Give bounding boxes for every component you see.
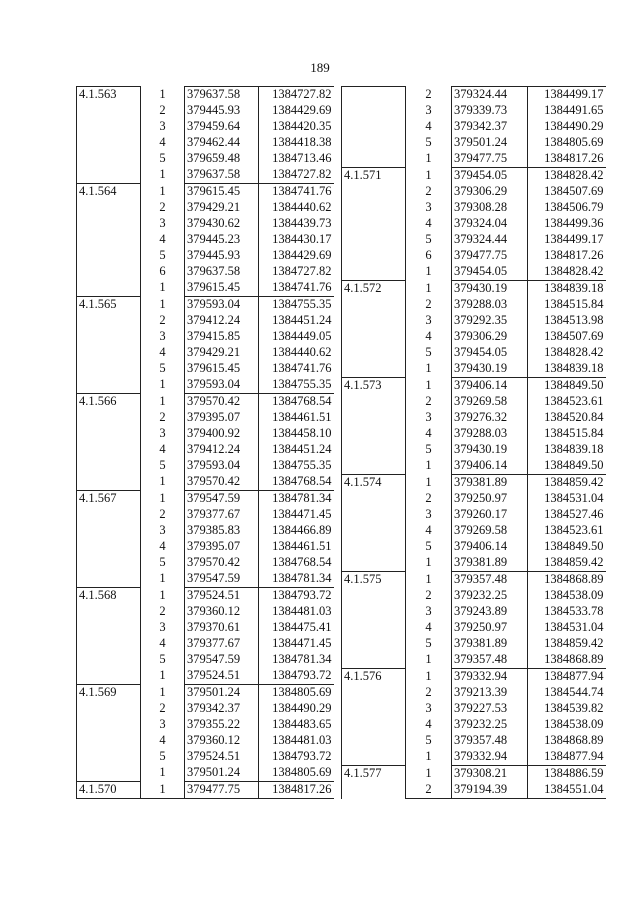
x-coordinate: 379462.44 (185, 135, 259, 151)
point-number: 4 (425, 523, 432, 537)
x-coordinate: 379381.89 (452, 475, 528, 492)
y-coordinate: 1384531.04 (544, 491, 604, 505)
x-coordinate: 379355.22 (185, 717, 259, 733)
y-coordinate: 1384544.74 (544, 685, 604, 699)
x-coordinate: 379429.21 (185, 345, 259, 361)
y-coordinate: 1384805.69 (259, 765, 334, 782)
point-number: 1 (425, 474, 432, 489)
point-number: 5 (425, 442, 432, 456)
point-number: 2 (159, 103, 166, 117)
point-number: 3 (425, 507, 432, 521)
x-coordinate: 379454.05 (452, 345, 528, 361)
point-number: 6 (425, 248, 432, 262)
x-coordinate: 379213.39 (452, 685, 528, 701)
point-number: 1 (159, 571, 166, 585)
y-coordinate: 1384877.94 (528, 749, 606, 766)
table-row (77, 87, 334, 104)
y-coordinate: 1384793.72 (259, 668, 334, 685)
y-coordinate: 1384727.82 (272, 264, 332, 278)
x-coordinate: 379593.04 (185, 458, 259, 474)
point-number: 1 (159, 490, 166, 505)
table-row (342, 475, 606, 492)
y-coordinate: 1384768.54 (259, 474, 334, 491)
x-coordinate: 379332.94 (452, 749, 528, 766)
point-number: 4 (425, 329, 432, 343)
x-coordinate: 379227.53 (452, 701, 528, 717)
point-number: 5 (159, 555, 166, 569)
x-coordinate: 379288.03 (452, 426, 528, 442)
x-coordinate: 379615.45 (185, 361, 259, 377)
parcel-number: 4.1.573 (342, 378, 406, 475)
table-row (77, 588, 334, 605)
y-coordinate: 1384839.18 (544, 442, 604, 456)
table-row (77, 394, 334, 411)
point-number: 1 (159, 280, 166, 294)
y-coordinate: 1384828.42 (528, 168, 606, 185)
x-coordinate: 379412.24 (185, 313, 259, 329)
x-coordinate: 379269.58 (452, 523, 528, 539)
y-coordinate: 1384849.50 (528, 378, 606, 395)
point-number: 4 (159, 345, 166, 359)
parcel-number: 4.1.564 (77, 184, 141, 297)
x-coordinate: 379276.32 (452, 410, 528, 426)
table-row (342, 168, 606, 185)
point-number: 1 (425, 458, 432, 472)
y-coordinate: 1384507.69 (544, 184, 604, 198)
x-coordinate: 379406.14 (452, 458, 528, 475)
point-number: 4 (159, 232, 166, 246)
x-coordinate: 379194.39 (452, 782, 528, 799)
point-number: 5 (159, 361, 166, 375)
y-coordinate: 1384461.51 (272, 410, 332, 424)
point-number: 4 (425, 216, 432, 230)
y-coordinate: 1384499.17 (544, 232, 604, 246)
y-coordinate: 1384499.36 (544, 216, 604, 230)
x-coordinate: 379454.05 (452, 264, 528, 281)
point-number: 2 (159, 410, 166, 424)
y-coordinate: 1384513.98 (544, 313, 604, 327)
y-coordinate: 1384793.72 (272, 749, 332, 763)
point-number: 1 (425, 765, 432, 780)
x-coordinate: 379445.93 (185, 103, 259, 119)
y-coordinate: 1384741.76 (272, 361, 332, 375)
y-coordinate: 1384440.62 (272, 200, 332, 214)
x-coordinate: 379593.04 (185, 377, 259, 394)
parcel-number: 4.1.572 (342, 281, 406, 378)
table-row (77, 184, 334, 201)
y-coordinate: 1384420.35 (272, 119, 332, 133)
y-coordinate: 1384490.29 (272, 701, 332, 715)
point-number: 3 (425, 103, 432, 117)
y-coordinate: 1384805.69 (544, 135, 604, 149)
x-coordinate: 379395.07 (185, 410, 259, 426)
x-coordinate: 379342.37 (452, 119, 528, 135)
table-row (77, 491, 334, 508)
x-coordinate: 379445.93 (185, 248, 259, 264)
y-coordinate: 1384481.03 (272, 604, 332, 618)
point-number: 5 (425, 636, 432, 650)
table-row (77, 782, 334, 799)
y-coordinate: 1384868.89 (528, 652, 606, 669)
point-number: 6 (159, 264, 166, 278)
table-row (342, 378, 606, 395)
x-coordinate: 379360.12 (185, 604, 259, 620)
y-coordinate: 1384849.50 (544, 539, 604, 553)
y-coordinate: 1384475.41 (272, 620, 332, 634)
y-coordinate: 1384471.45 (272, 507, 332, 521)
point-number: 2 (159, 313, 166, 327)
y-coordinate: 1384491.65 (544, 103, 604, 117)
y-coordinate: 1384451.24 (272, 442, 332, 456)
point-number: 2 (425, 297, 432, 311)
coordinates-table-right (341, 86, 606, 799)
x-coordinate: 379415.85 (185, 329, 259, 345)
y-coordinate: 1384539.82 (544, 701, 604, 715)
point-number: 1 (159, 684, 166, 699)
y-coordinate: 1384859.42 (528, 555, 606, 572)
table-row (77, 297, 334, 314)
point-number: 2 (406, 782, 452, 799)
y-coordinate: 1384461.51 (272, 539, 332, 553)
point-number: 3 (159, 216, 166, 230)
point-number: 1 (425, 151, 432, 165)
point-number: 4 (159, 135, 166, 149)
y-coordinate: 1384515.84 (544, 297, 604, 311)
y-coordinate: 1384523.61 (544, 394, 604, 408)
x-coordinate: 379445.23 (185, 232, 259, 248)
point-number: 1 (159, 393, 166, 408)
x-coordinate: 379524.51 (185, 749, 259, 765)
parcel-number: 4.1.577 (342, 766, 406, 799)
y-coordinate: 1384418.38 (272, 135, 332, 149)
y-coordinate: 1384741.76 (259, 280, 334, 297)
x-coordinate: 379406.14 (452, 539, 528, 555)
x-coordinate: 379324.44 (452, 232, 528, 248)
parcel-number: 4.1.566 (77, 394, 141, 491)
point-number: 2 (425, 685, 432, 699)
point-number: 2 (425, 491, 432, 505)
y-coordinate: 1384849.50 (528, 458, 606, 475)
point-number: 3 (425, 410, 432, 424)
x-coordinate: 379637.58 (185, 167, 259, 184)
table-row (342, 669, 606, 686)
y-coordinate: 1384449.05 (272, 329, 332, 343)
point-number: 1 (159, 296, 166, 311)
x-coordinate: 379324.04 (452, 216, 528, 232)
x-coordinate: 379250.97 (452, 491, 528, 507)
x-coordinate: 379430.19 (452, 361, 528, 378)
x-coordinate: 379381.89 (452, 555, 528, 572)
y-coordinate: 1384768.54 (259, 394, 334, 411)
point-number: 5 (425, 345, 432, 359)
point-number: 5 (159, 458, 166, 472)
point-number: 1 (425, 264, 432, 278)
y-coordinate: 1384531.04 (544, 620, 604, 634)
x-coordinate: 379243.89 (452, 604, 528, 620)
y-coordinate: 1384839.18 (528, 281, 606, 298)
coordinates-table-left (76, 86, 334, 799)
parcel-number: 4.1.576 (342, 669, 406, 766)
x-coordinate: 379429.21 (185, 200, 259, 216)
point-number: 1 (141, 782, 185, 799)
x-coordinate: 379269.58 (452, 394, 528, 410)
y-coordinate: 1384538.09 (544, 717, 604, 731)
point-number: 1 (159, 474, 166, 488)
point-number: 1 (425, 555, 432, 569)
point-number: 2 (425, 86, 432, 101)
y-coordinate: 1384538.09 (544, 588, 604, 602)
point-number: 1 (159, 377, 166, 391)
point-number: 1 (425, 280, 432, 295)
y-coordinate: 1384471.45 (272, 636, 332, 650)
point-number: 3 (159, 329, 166, 343)
y-coordinate: 1384520.84 (544, 410, 604, 424)
y-coordinate: 1384490.29 (544, 119, 604, 133)
x-coordinate: 379385.83 (185, 523, 259, 539)
parcel-number: 4.1.565 (77, 297, 141, 394)
y-coordinate: 1384741.76 (259, 184, 334, 201)
x-coordinate: 379459.64 (185, 119, 259, 135)
point-number: 5 (159, 151, 166, 165)
x-coordinate: 379357.48 (452, 652, 528, 669)
x-coordinate: 379232.25 (452, 588, 528, 604)
x-coordinate: 379593.04 (185, 297, 259, 314)
y-coordinate: 1384768.54 (272, 555, 332, 569)
y-coordinate: 1384515.84 (544, 426, 604, 440)
x-coordinate: 379637.58 (185, 87, 259, 104)
y-coordinate: 1384781.34 (272, 652, 332, 666)
y-coordinate: 1384755.35 (259, 297, 334, 314)
point-number: 4 (159, 733, 166, 747)
y-coordinate: 1384859.42 (528, 475, 606, 492)
parcel-number: 4.1.571 (342, 168, 406, 281)
x-coordinate: 379381.89 (452, 636, 528, 652)
x-coordinate: 379292.35 (452, 313, 528, 329)
y-coordinate: 1384781.34 (259, 571, 334, 588)
y-coordinate: 1384868.89 (544, 733, 604, 747)
point-number: 2 (159, 200, 166, 214)
x-coordinate: 379260.17 (452, 507, 528, 523)
y-coordinate: 1384439.73 (272, 216, 332, 230)
point-number: 2 (159, 507, 166, 521)
x-coordinate: 379400.92 (185, 426, 259, 442)
y-coordinate: 1384458.10 (272, 426, 332, 440)
y-coordinate: 1384793.72 (259, 588, 334, 605)
y-coordinate: 1384817.26 (528, 151, 606, 168)
x-coordinate: 379377.67 (185, 636, 259, 652)
parcel-number: 4.1.575 (342, 572, 406, 669)
x-coordinate: 379524.51 (185, 668, 259, 685)
y-coordinate: 1384727.82 (259, 87, 334, 104)
table-row (77, 685, 334, 702)
x-coordinate: 379454.05 (452, 168, 528, 185)
point-number: 1 (159, 183, 166, 198)
x-coordinate: 379570.42 (185, 474, 259, 491)
page-number: 189 (310, 60, 330, 75)
point-number: 4 (159, 442, 166, 456)
point-number: 1 (425, 668, 432, 683)
parcel-number (342, 87, 406, 168)
x-coordinate: 379342.37 (185, 701, 259, 717)
x-coordinate: 379308.28 (452, 200, 528, 216)
y-coordinate: 1384859.42 (544, 636, 604, 650)
y-coordinate: 1384451.24 (272, 313, 332, 327)
y-coordinate: 1384429.69 (272, 248, 332, 262)
x-coordinate: 379477.75 (452, 248, 528, 264)
x-coordinate: 379430.62 (185, 216, 259, 232)
y-coordinate: 1384781.34 (259, 491, 334, 508)
y-coordinate: 1384481.03 (272, 733, 332, 747)
x-coordinate: 379615.45 (185, 280, 259, 297)
point-number: 1 (425, 167, 432, 182)
y-coordinate: 1384466.89 (272, 523, 332, 537)
x-coordinate: 379357.48 (452, 733, 528, 749)
point-number: 3 (425, 701, 432, 715)
point-number: 3 (159, 119, 166, 133)
x-coordinate: 379570.42 (185, 394, 259, 411)
point-number: 4 (425, 119, 432, 133)
y-coordinate: 1384713.46 (272, 151, 332, 165)
y-coordinate: 1384507.69 (544, 329, 604, 343)
point-number: 5 (159, 652, 166, 666)
parcel-number: 4.1.563 (77, 87, 141, 184)
point-number: 1 (159, 587, 166, 602)
x-coordinate: 379370.61 (185, 620, 259, 636)
x-coordinate: 379501.24 (452, 135, 528, 151)
x-coordinate: 379547.59 (185, 571, 259, 588)
x-coordinate: 379501.24 (185, 765, 259, 782)
x-coordinate: 379357.48 (452, 572, 528, 589)
point-number: 4 (425, 717, 432, 731)
point-number: 5 (425, 135, 432, 149)
point-number: 4 (425, 620, 432, 634)
y-coordinate: 1384886.59 (528, 766, 606, 783)
point-number: 1 (425, 749, 432, 763)
parcel-number: 4.1.570 (77, 782, 141, 799)
parcel-number: 4.1.574 (342, 475, 406, 572)
x-coordinate: 379339.73 (452, 103, 528, 119)
point-number: 2 (425, 588, 432, 602)
y-coordinate: 1384506.79 (544, 200, 604, 214)
point-number: 3 (159, 717, 166, 731)
y-coordinate: 1384817.26 (259, 782, 334, 799)
x-coordinate: 379637.58 (185, 264, 259, 280)
x-coordinate: 379570.42 (185, 555, 259, 571)
y-coordinate: 1384430.17 (272, 232, 332, 246)
table-row (342, 87, 606, 104)
y-coordinate: 1384527.46 (544, 507, 604, 521)
y-coordinate: 1384727.82 (259, 167, 334, 184)
point-number: 1 (425, 361, 432, 375)
x-coordinate: 379395.07 (185, 539, 259, 555)
x-coordinate: 379308.21 (452, 766, 528, 783)
parcel-number: 4.1.567 (77, 491, 141, 588)
parcel-number: 4.1.569 (77, 685, 141, 782)
x-coordinate: 379232.25 (452, 717, 528, 733)
point-number: 3 (159, 620, 166, 634)
x-coordinate: 379412.24 (185, 442, 259, 458)
point-number: 4 (425, 426, 432, 440)
point-number: 2 (159, 604, 166, 618)
y-coordinate: 1384828.42 (528, 264, 606, 281)
x-coordinate: 379406.14 (452, 378, 528, 395)
point-number: 3 (425, 313, 432, 327)
point-number: 5 (159, 248, 166, 262)
x-coordinate: 379430.19 (452, 442, 528, 458)
y-coordinate: 1384551.04 (528, 782, 606, 799)
x-coordinate: 379250.97 (452, 620, 528, 636)
x-coordinate: 379501.24 (185, 685, 259, 702)
point-number: 2 (159, 701, 166, 715)
x-coordinate: 379360.12 (185, 733, 259, 749)
x-coordinate: 379477.75 (452, 151, 528, 168)
point-number: 1 (159, 765, 166, 779)
point-number: 5 (159, 749, 166, 763)
y-coordinate: 1384499.17 (528, 87, 606, 104)
y-coordinate: 1384755.35 (272, 458, 332, 472)
y-coordinate: 1384483.65 (272, 717, 332, 731)
table-row (342, 572, 606, 589)
y-coordinate: 1384877.94 (528, 669, 606, 686)
x-coordinate: 379306.29 (452, 184, 528, 200)
y-coordinate: 1384523.61 (544, 523, 604, 537)
point-number: 1 (159, 167, 166, 181)
point-number: 3 (425, 604, 432, 618)
y-coordinate: 1384868.89 (528, 572, 606, 589)
x-coordinate: 379288.03 (452, 297, 528, 313)
table-row (342, 281, 606, 298)
x-coordinate: 379430.19 (452, 281, 528, 298)
y-coordinate: 1384805.69 (259, 685, 334, 702)
y-coordinate: 1384817.26 (544, 248, 604, 262)
x-coordinate: 379659.48 (185, 151, 259, 167)
point-number: 1 (159, 668, 166, 682)
x-coordinate: 379324.44 (452, 87, 528, 104)
point-number: 5 (425, 733, 432, 747)
point-number: 5 (425, 539, 432, 553)
x-coordinate: 379306.29 (452, 329, 528, 345)
point-number: 3 (425, 200, 432, 214)
parcel-number: 4.1.568 (77, 588, 141, 685)
point-number: 5 (425, 232, 432, 246)
point-number: 3 (159, 523, 166, 537)
point-number: 3 (159, 426, 166, 440)
y-coordinate: 1384533.78 (544, 604, 604, 618)
x-coordinate: 379477.75 (185, 782, 259, 799)
x-coordinate: 379524.51 (185, 588, 259, 605)
y-coordinate: 1384429.69 (272, 103, 332, 117)
point-number: 4 (159, 636, 166, 650)
y-coordinate: 1384755.35 (259, 377, 334, 394)
point-number: 4 (159, 539, 166, 553)
y-coordinate: 1384828.42 (544, 345, 604, 359)
point-number: 1 (425, 377, 432, 392)
y-coordinate: 1384839.18 (528, 361, 606, 378)
x-coordinate: 379547.59 (185, 652, 259, 668)
point-number: 1 (425, 571, 432, 586)
point-number: 2 (425, 394, 432, 408)
point-number: 2 (425, 184, 432, 198)
x-coordinate: 379547.59 (185, 491, 259, 508)
table-row (342, 766, 606, 783)
y-coordinate: 1384440.62 (272, 345, 332, 359)
point-number: 1 (425, 652, 432, 666)
x-coordinate: 379615.45 (185, 184, 259, 201)
x-coordinate: 379377.67 (185, 507, 259, 523)
point-number: 1 (159, 86, 166, 101)
x-coordinate: 379332.94 (452, 669, 528, 686)
